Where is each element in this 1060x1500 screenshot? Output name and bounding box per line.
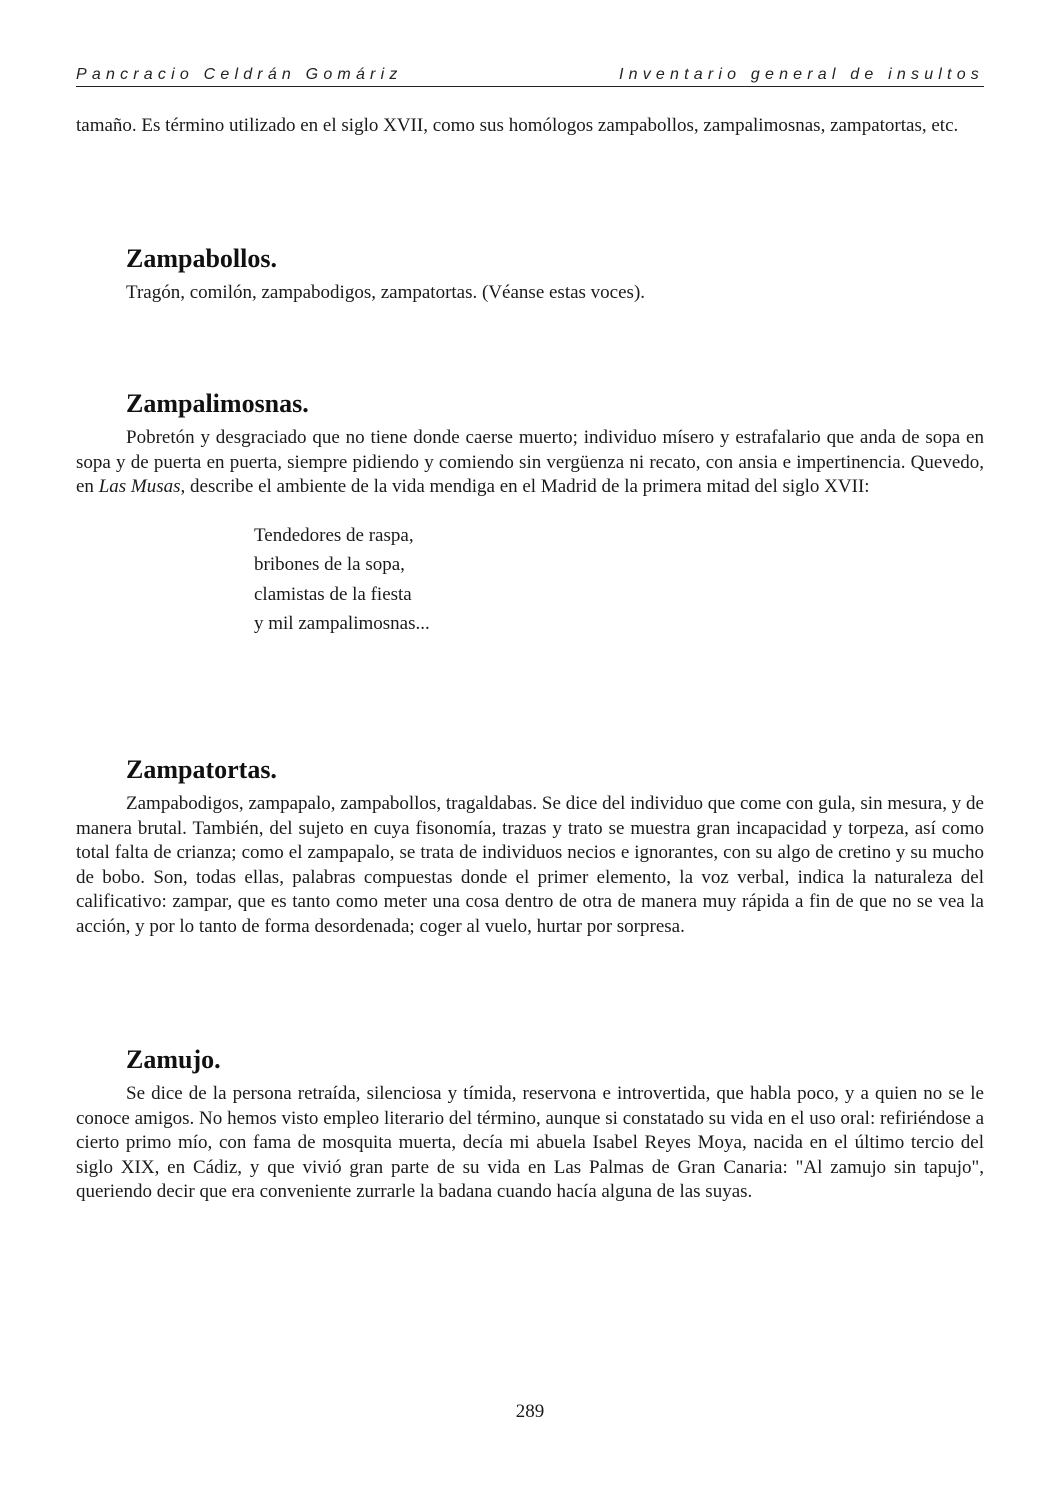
- running-header: [76, 66, 984, 87]
- work-title-italic: Las Musas: [98, 476, 181, 497]
- entry-zampatortas: [76, 755, 984, 939]
- entry-zamujo: [76, 1045, 984, 1205]
- verse-line: Tendedores de raspa,: [254, 524, 414, 546]
- entry-title: Zamujo.: [126, 1045, 221, 1074]
- entry-body: Tragón, comilón, zampabodigos, zampatortas. (Véanse estas voces).: [126, 282, 646, 303]
- entry-zampalimosnas: [76, 389, 984, 639]
- entry-title: Zampabollos.: [126, 244, 277, 273]
- entry-body: Se dice de la persona retraída, silenciosa y tímida, reservona e introvertida, que habla poco, y a quien no se le conoce amigos. No hemos visto empleo literario del término, aunque si constatado su vida en el uso oral: refiriéndose a cierto primo mío, con fama de mosquita muerta, decía mi abuela Isabel Reyes Moya, nacida en el último tercio del siglo XIX, en Cádiz, y que vivió gran parte de su vida en Las Palmas de Gran Canaria: "Al zamujo sin tapujo", queriendo decir que era conveniente zurrarle la badana cuando hacía alguna de las suyas.: [76, 1083, 984, 1202]
- entry-title: Zampatortas.: [126, 755, 277, 784]
- page-number: 289: [515, 1401, 545, 1422]
- entry-zampabollos: [76, 244, 984, 306]
- continuation-paragraph: tamaño. Es término utilizado en el siglo XVII, como sus homólogos zampabollos, zampalimosnas, zampatortas, etc.: [76, 115, 959, 136]
- header-author: Pancracio Celdrán Gomáriz: [76, 66, 403, 83]
- entry-body: [76, 426, 984, 500]
- entry-body: Zampabodigos, zampapalo, zampabollos, tragaldabas. Se dice del individuo que come con gula, sin mesura, y de manera brutal. También, del sujeto en cuya fisonomía, trazas y trato se muestra gran incapacidad y torpeza, así como total falta de crianza; como el zampapalo, se trata de individuos necios e ignorantes, con su algo de cretino y su mucho de bobo. Son, todas ellas, palabras compuestas donde el primer elemento, la voz verbal, indica la naturaleza del calificativo: zampar, que es tanto como meter una cosa dentro de otra de manera muy rápida a fin de que no se vea la acción, y por lo tanto de forma desordenada; coger al vuelo, hurtar por sorpresa.: [76, 793, 984, 937]
- verse-quote: [76, 521, 984, 639]
- verse-line: bribones de la sopa,: [254, 554, 405, 575]
- verse-line: y mil zampalimosnas...: [254, 613, 430, 634]
- entry-body-text: , describe el ambiente de la vida mendiga en el Madrid de la primera mitad del siglo XVII:: [180, 476, 870, 497]
- continuation-paragraph-block: [76, 114, 984, 139]
- verse-line: clamistas de la fiesta: [254, 583, 412, 605]
- entry-body-text: Pobretón y desgraciado que no tiene donde caerse muerto; individuo mísero y estrafalario que anda de sopa en sopa y de puerta en puerta, siempre pidiendo y comiendo sin vergüenza ni recato, con ansia e impertinencia. Quevedo, en: [76, 427, 984, 497]
- entry-title: Zampalimosnas.: [126, 389, 309, 418]
- header-book-title: Inventario general de insultos: [618, 66, 984, 83]
